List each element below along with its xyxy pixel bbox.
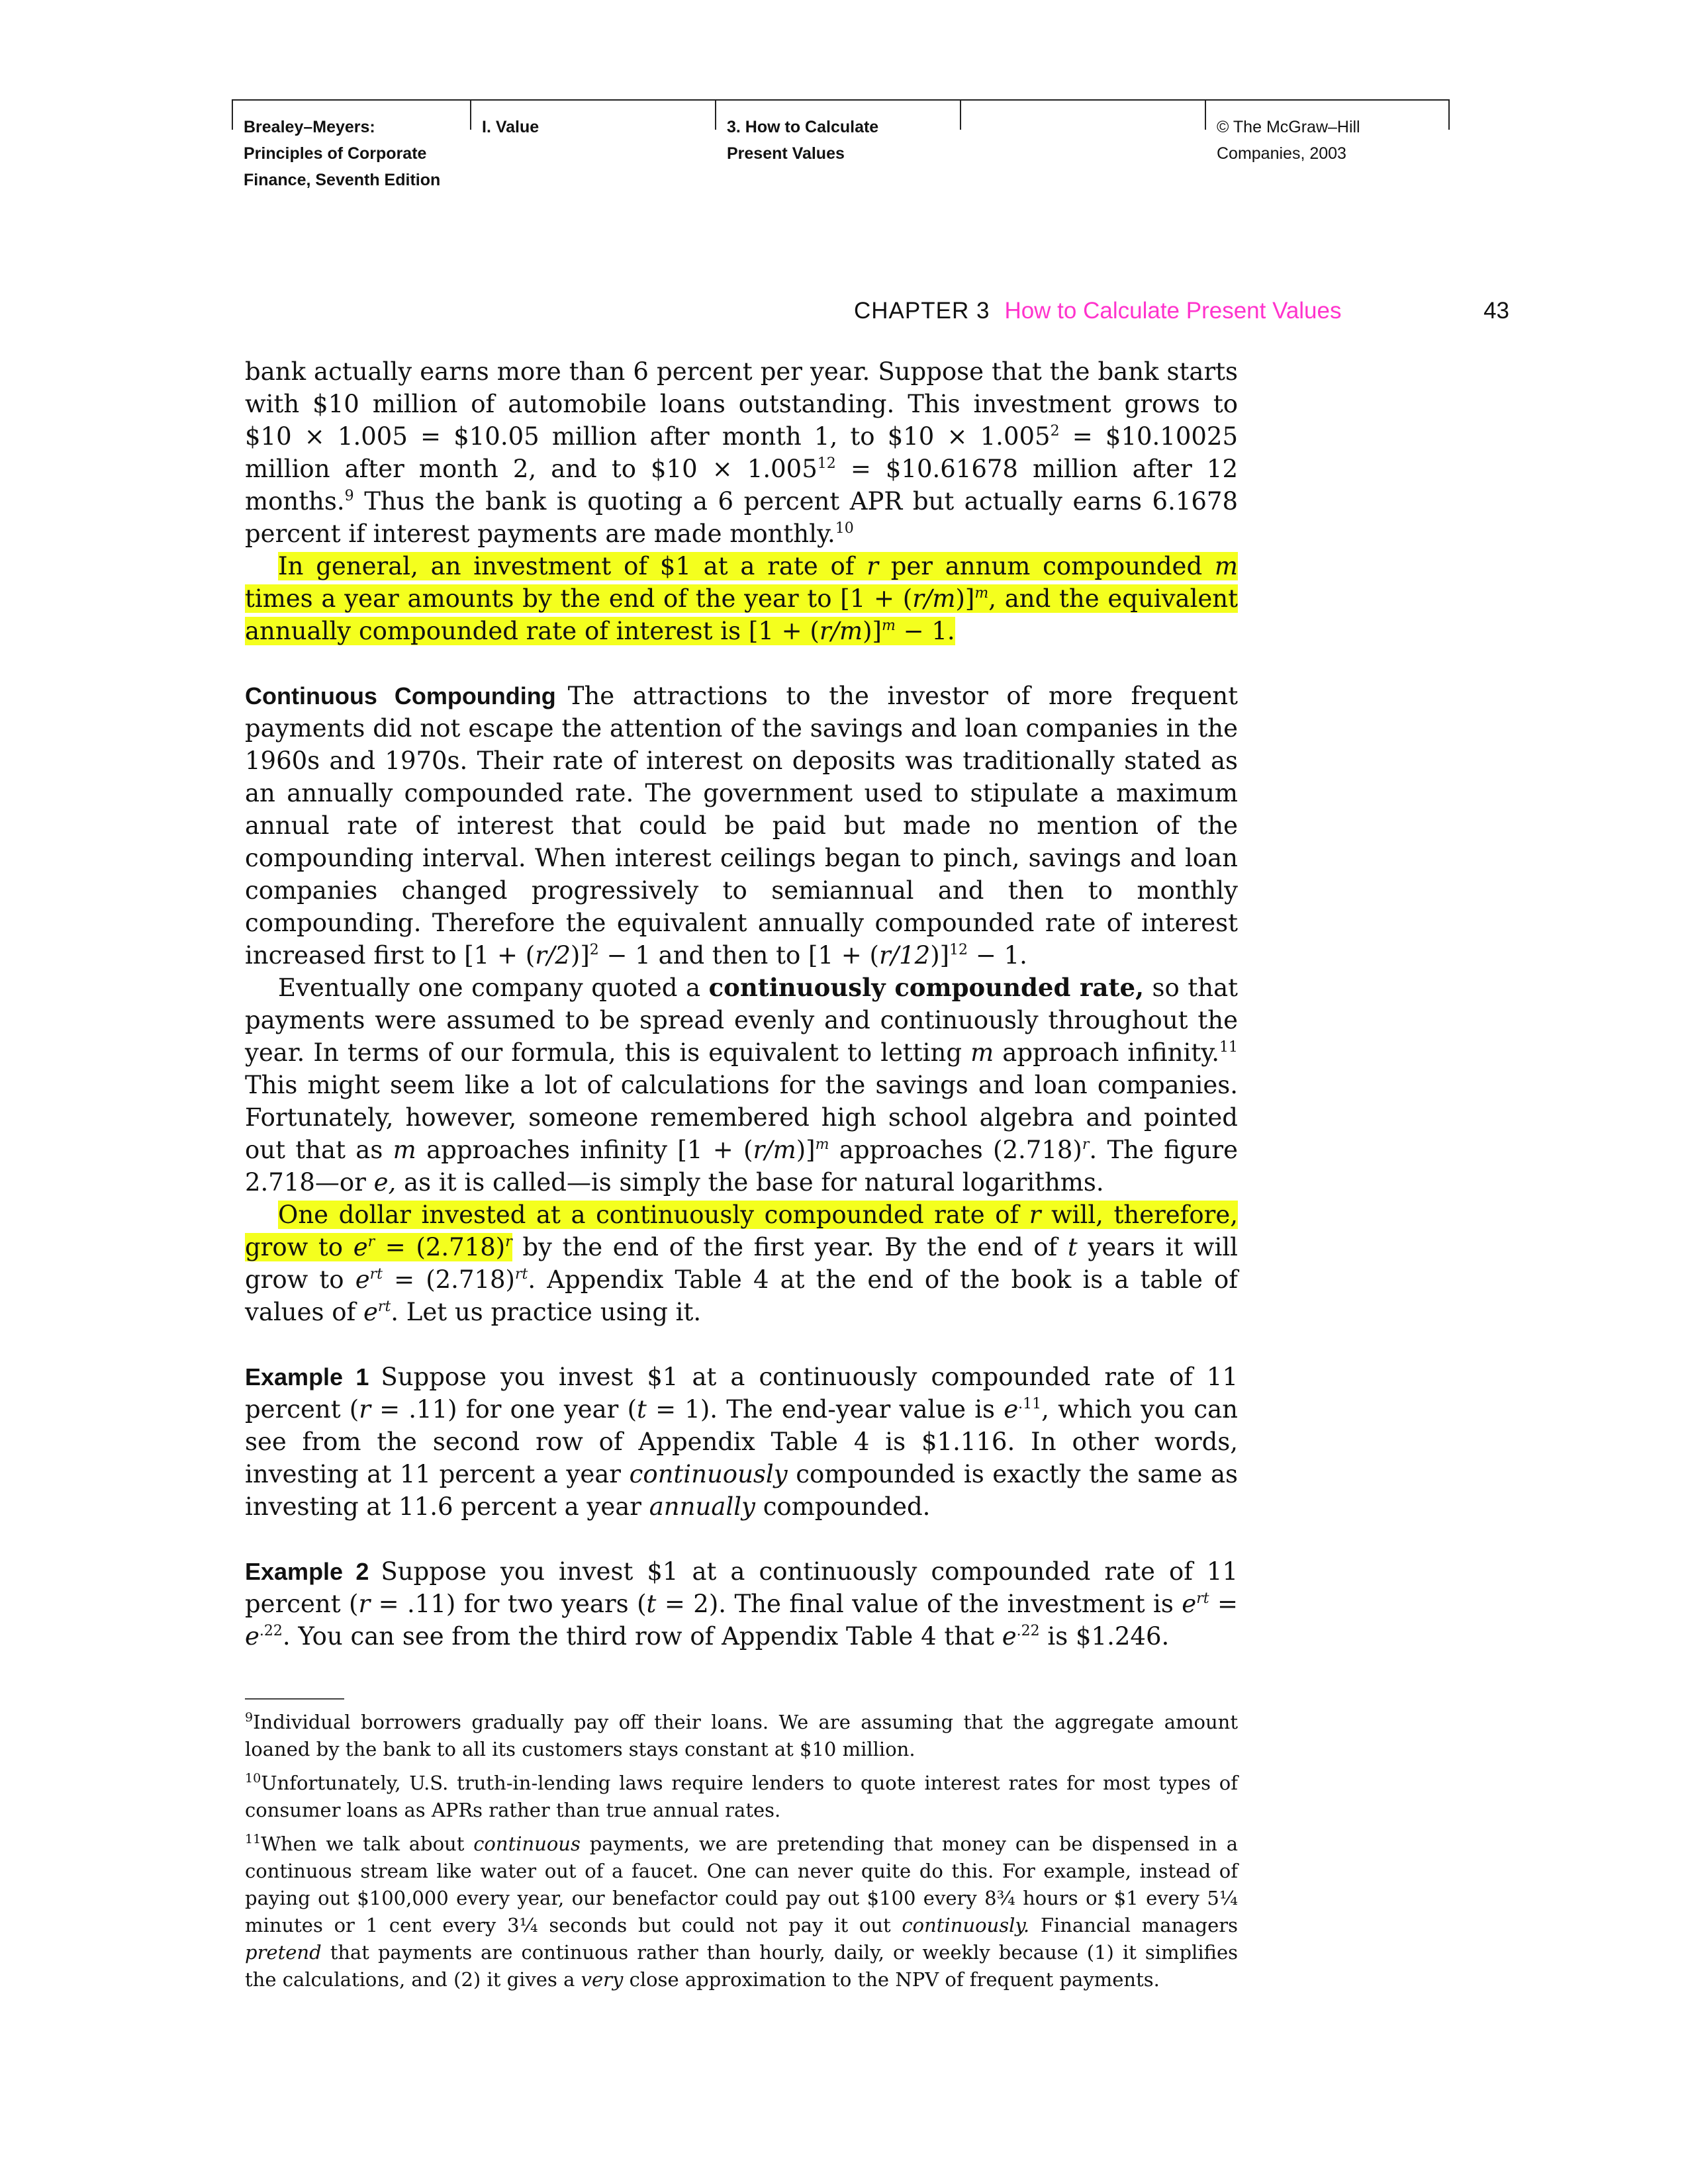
example-1-heading: Example 1	[245, 1363, 369, 1390]
header-cell-copyright	[1205, 99, 1450, 199]
footnote-9: $^9$Individual borrowers gradually pay off their loans. We are assuming that the aggregate amount loaned by the bank to all its customers stays constant at $10 million.	[245, 1710, 1238, 1760]
chapter-label: CHAPTER 3	[854, 298, 990, 324]
header-cell-part	[470, 99, 715, 199]
footnote-10: $^{10}$Unfortunately, U.S. truth-in-lending laws require lenders to quote interest rates for most types of consumer loans as APRs rather than true annual rates.	[245, 1771, 1238, 1821]
chapter-heading	[854, 295, 1516, 328]
paragraph-example-2: Example 2 Suppose you invest $1 at a continuously compounded rate of 11 percent (r = .11) for two years (t = 2). The final value of the investment is $e^{rt} = e^{.22}$. You can see from the third row of Appendix Table 4 that $e^{.22}$ is $1.246.	[245, 1557, 1238, 1651]
paragraph-apr-example: bank actually earns more than 6 percent per year. Suppose that the bank starts with $10 million of automobile loans outstanding. This investment grows to $10 × 1.005 = $10.05 million after month 1, to $10 × $1.005^2$ = $10.10025 million after month 2, and to $10 × $1.005^{12}$ = $10.61678 million after 12 months.$^9$ Thus the bank is quoting a 6 percent APR but actually earns 6.1678 percent if interest payments are made monthly.$^{10}$	[245, 357, 1238, 548]
footnote-ref-10[interactable]: 10	[835, 520, 854, 537]
footnote-ref-9[interactable]: 9	[344, 488, 354, 504]
footnote-rule	[245, 1698, 344, 1700]
body-text	[245, 355, 1238, 1653]
paragraph-general-formula	[245, 550, 1238, 647]
header-copyright: © The McGraw–Hill Companies, 2003	[1217, 118, 1360, 163]
paragraph-one-dollar: One dollar invested at a continuously compounded rate of r will, therefore, grow to $e^r = (2.718)^r$ by the end of the first year. By the end of t years it will grow to $e^{rt} = (2.718)^{rt}$. Appendix Table 4 at the end of the book is a table of values of $e^{rt}$. Let us practice using it.	[245, 1201, 1238, 1326]
header-cell-chapter	[715, 99, 960, 199]
paragraph-example-1: Example 1 Suppose you invest $1 at a continuously compounded rate of 11 percent (r = .11) for one year (t = 1). The end-year value is $e^{.11}$, which you can see from the second row of Appendix Table 4 is $1.116. In other words, investing at 11 percent a year continuously compounded is exactly the same as investing at 11.6 percent a year annually compounded.	[245, 1363, 1238, 1521]
example-2-heading: Example 2	[245, 1558, 369, 1585]
header-part: I. Value	[482, 118, 539, 136]
page-number: 43	[1483, 298, 1509, 324]
header-authors: Brealey–Meyers: Principles of Corporate Finance, Seventh Edition	[244, 118, 441, 189]
footnotes	[245, 1709, 1238, 2000]
term-continuously-compounded-rate: continuously compounded rate,	[708, 973, 1144, 1002]
header-cell-blank	[960, 99, 1205, 199]
chapter-title: How to Calculate Present Values	[1004, 298, 1342, 324]
footnote-ref-11[interactable]: 11	[1219, 1039, 1238, 1056]
paragraph-continuous-rate: Eventually one company quoted a continuously compounded rate, so that payments were assumed to be spread evenly and continuously throughout the year. In terms of our formula, this is equivalent to letting m approach infinity.$^{11}$ This might seem like a lot of calculations for the savings and loan companies. Fortunately, however, someone remembered high school algebra and pointed out that as m approaches infinity $[1 + (r/m)]^m$ approaches $(2.718)^r$. The figure 2.718—or e, as it is called—is simply the base for natural logarithms.	[245, 973, 1239, 1197]
header-chapter: 3. How to Calculate Present Values	[727, 118, 879, 163]
footnote-11: $^{11}$When we talk about continuous payments, we are pretending that money can be dispensed in a continuous stream like water out of a faucet. One can never quite do this. For example, instead of paying out $100,000 every year, our benefactor could pay out $100 every 8¾ hours or $1 every 5¼ minutes or 1 cent every 3¼ seconds but could not pay it out continuously. Financial managers pretend that payments are continuous rather than hourly, daily, or weekly because (1) it simplifies the calculations, and (2) it gives a very close approximation to the NPV of frequent payments.	[245, 1832, 1238, 1991]
section-heading-continuous-compounding: Continuous Compounding	[245, 682, 556, 709]
header-cell-authors	[232, 99, 470, 199]
highlight-general-formula: In general, an investment of $1 at a rate of r per annum compounded m times a year amounts by the end of the year to $[1 + (r/m)]^m$, and the equivalent annually compounded rate of interest is $[1 + (r/m)]^m - 1$.	[245, 552, 1238, 645]
paragraph-continuous-compounding: Continuous Compounding The attractions to the investor of more frequent payments did not escape the attention of the savings and loan companies in the 1960s and 1970s. Their rate of interest on deposits was traditionally stated as an annually compounded rate. The government used to stipulate a maximum annual rate of interest that could be paid but made no mention of the compounding interval. When interest ceilings began to pinch, savings and loan companies changed progressively to semiannual and then to monthly compounding. Therefore the equivalent annually compounded rate of interest increased first to $[1 + (r/2)]^2 - 1$ and then to $[1 + (r/12)]^{12} - 1$.	[245, 682, 1238, 970]
highlight-one-dollar: One dollar invested at a continuously compounded rate of r will, therefore, grow to $e^r = (2.718)^r$	[245, 1201, 1238, 1261]
running-header	[232, 99, 1450, 199]
